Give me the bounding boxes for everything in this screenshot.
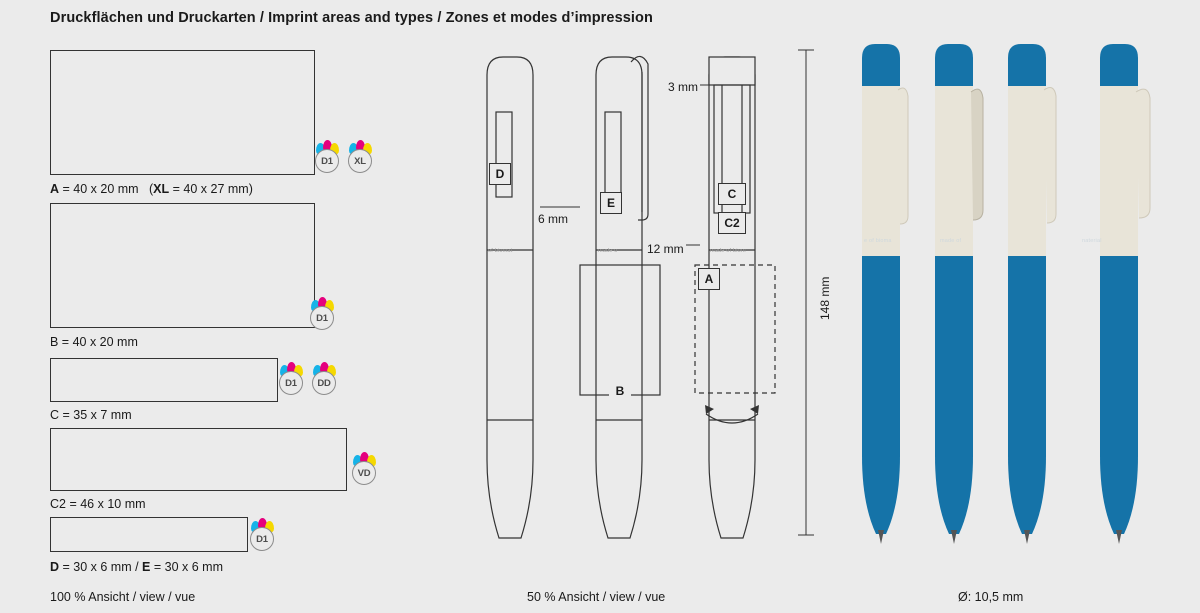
badge-label: D1 [250,527,274,551]
badge-label: VD [352,461,376,485]
caption-middle: 50 % Ansicht / view / vue [527,590,666,604]
zone-tag-D: D [489,163,511,185]
zone-tag-E: E [600,192,622,214]
badge-label: XL [348,149,372,173]
dimension-12mm: 12 mm [647,242,684,256]
zone-tag-C: C [718,183,746,205]
zone-tag-C2: C2 [718,212,746,234]
dimension-3mm: 3 mm [668,80,698,94]
pen-print-text-view2: made o [598,248,618,254]
imprint-area-B-label: B = 40 x 20 mm [50,335,138,349]
pen-print-text-photo1: e of bioma [864,238,892,244]
dimension-148mm: 148 mm [818,276,832,320]
pen-print-text-photo3: naterial [1082,238,1102,244]
badge-label: D1 [279,371,303,395]
imprint-area-C2-label: C2 = 46 x 10 mm [50,497,146,511]
imprint-area-A-label: A = 40 x 20 mm (XL = 40 x 27 mm) [50,182,253,196]
badge-label: D1 [310,306,334,330]
caption-left: 100 % Ansicht / view / vue [50,590,196,604]
zone-tag-A: A [698,268,720,290]
dimension-6mm: 6 mm [538,212,568,226]
caption-right: Ø: 10,5 mm [958,590,1024,604]
badge-label: D1 [315,149,339,173]
pen-print-text-view1: of biomat [488,248,513,254]
zone-tag-B: B [609,380,631,402]
pen-print-text-view3: made of biom [710,248,746,254]
page-title: Druckflächen und Druckarten / Imprint areas and types / Zones et modes d’impression [50,10,653,26]
imprint-area-D-label: D = 30 x 6 mm / E = 30 x 6 mm [50,560,223,574]
badge-label: DD [312,371,336,395]
pen-print-text-photo2: made of [940,238,962,244]
imprint-area-C-label: C = 35 x 7 mm [50,408,132,422]
